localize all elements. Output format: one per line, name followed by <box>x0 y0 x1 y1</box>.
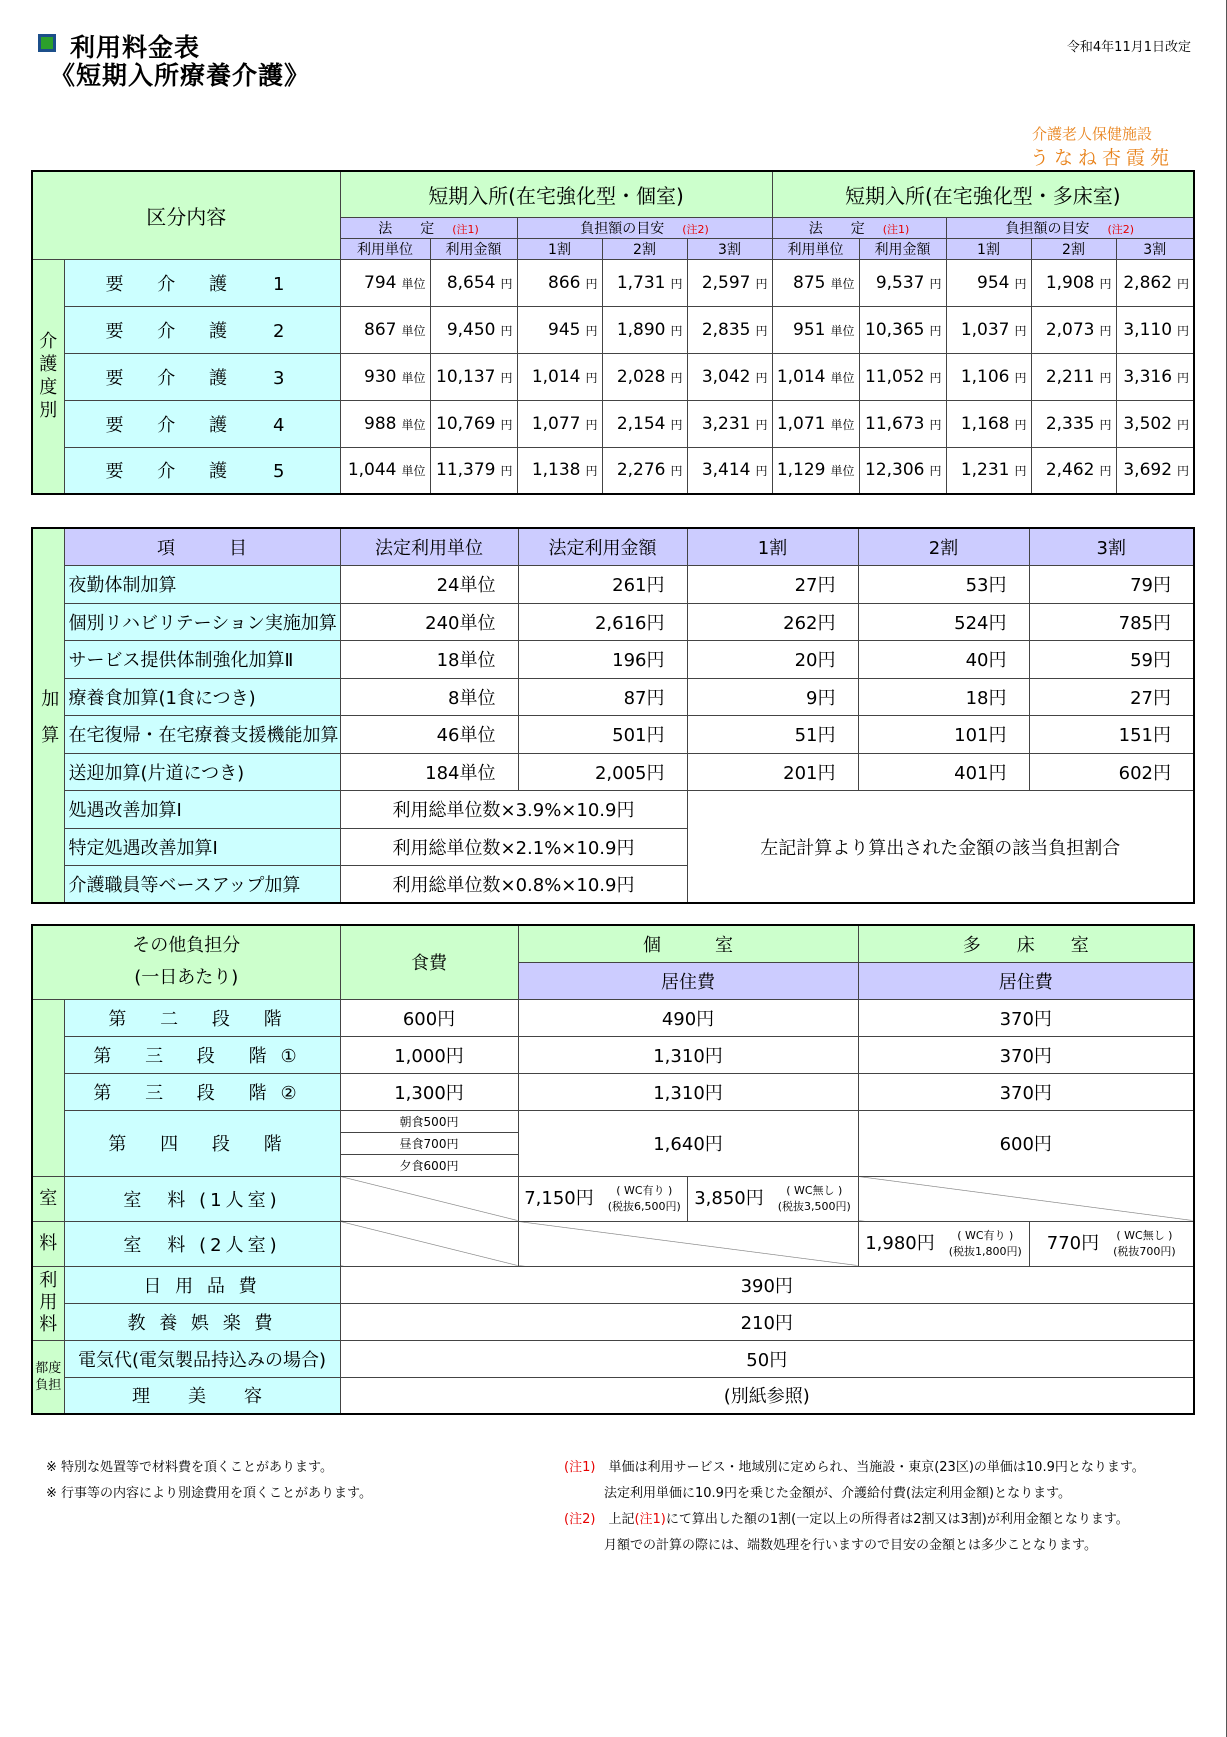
private-fee-cell: 1,044 単位 <box>340 447 430 494</box>
multi-fee-cell: 10,365 円 <box>859 306 946 353</box>
addon-value-cell: 46単位 <box>340 716 518 754</box>
addon-item-label: 療養食加算(1食につき) <box>64 678 340 716</box>
col-header: 1割 <box>946 238 1031 259</box>
multi-residence-cost: 600円 <box>858 1110 1194 1176</box>
private-fee-cell: 2,028 円 <box>602 353 687 400</box>
care-level-row <box>32 353 1194 400</box>
addon-value-cell: 27円 <box>687 566 858 604</box>
addon-value-cell: 24単位 <box>340 566 518 604</box>
addon-value-cell: 8単位 <box>340 678 518 716</box>
multi-room-header: 多 床 室 <box>858 925 1194 962</box>
culture-cost: 210円 <box>340 1303 1194 1340</box>
col-header: 利用単位 <box>340 238 430 259</box>
private-residence-cost: 1,310円 <box>518 1036 858 1073</box>
private-fee-cell: 2,276 円 <box>602 447 687 494</box>
formula-note: 左記計算より算出された金額の該当負担割合 <box>687 791 1194 904</box>
room-single-wc: 7,150円 ( WC有り ) (税抜6,500円) <box>518 1176 687 1221</box>
private-fee-cell: 988 単位 <box>340 400 430 447</box>
addon-value-cell: 184単位 <box>340 753 518 791</box>
multi-fee-cell: 11,673 円 <box>859 400 946 447</box>
addon-side-label: 加 算 <box>32 528 64 903</box>
barber-label: 理 美 容 <box>64 1377 340 1414</box>
addon-item-label: 介護職員等ベースアップ加算 <box>64 866 340 904</box>
food-header: 食費 <box>340 925 518 999</box>
private-room-header: 個 室 <box>518 925 858 962</box>
page-subtitle: 《短期入所療養介護》 <box>50 61 311 90</box>
care-level-side-label: 介護度別 <box>32 259 64 494</box>
private-fee-cell: 2,597 円 <box>687 259 772 306</box>
addon-value-cell: 240単位 <box>340 603 518 641</box>
private-fee-cell: 8,654 円 <box>430 259 517 306</box>
private-fee-cell: 1,014 円 <box>517 353 602 400</box>
addon-value-cell: 602円 <box>1029 753 1194 791</box>
addon-value-cell: 151円 <box>1029 716 1194 754</box>
stage-side-strip <box>32 999 64 1176</box>
multi-fee-cell: 1,168 円 <box>946 400 1031 447</box>
addon-value-cell: 501円 <box>518 716 687 754</box>
addon-col-header: 3割 <box>1029 528 1194 566</box>
multi-fee-cell: 2,211 円 <box>1031 353 1116 400</box>
note2-text-2: 月額での計算の際には、端数処理を行いますので目安の金額とは多少ことなります。 <box>604 1538 1097 1553</box>
daily-goods-cost: 390円 <box>340 1266 1194 1303</box>
facility-type: 介護老人保健施設 <box>1032 125 1153 143</box>
multi-fee-cell: 3,316 円 <box>1116 353 1194 400</box>
private-fee-cell: 10,769 円 <box>430 400 517 447</box>
addon-value-cell: 27円 <box>1029 678 1194 716</box>
revision-date: 令和4年11月1日改定 <box>1066 40 1191 55</box>
care-level-label: 要 介 護 2 <box>64 306 340 353</box>
group-private-header: 短期入所(在宅強化型・個室) <box>340 171 772 217</box>
col-header: 3割 <box>687 238 772 259</box>
addon-value-cell: 261円 <box>518 566 687 604</box>
culture-label: 教 養 娯 楽 費 <box>64 1303 340 1340</box>
addon-formula-row <box>32 791 1194 829</box>
addon-formula: 利用総単位数×2.1%×10.9円 <box>340 828 687 866</box>
room-single-label: 室 料 (1人室) <box>64 1176 340 1221</box>
multi-fee-cell: 1,071 単位 <box>772 400 859 447</box>
col-header: 3割 <box>1116 238 1194 259</box>
square-bullet-icon <box>38 34 56 52</box>
addon-col-header: 1割 <box>687 528 858 566</box>
private-fee-cell: 1,890 円 <box>602 306 687 353</box>
addon-item-label: 特定処遇改善加算Ⅰ <box>64 828 340 866</box>
private-fee-cell: 2,154 円 <box>602 400 687 447</box>
private-fee-cell: 1,731 円 <box>602 259 687 306</box>
diagonal-blank <box>340 1176 518 1221</box>
legal-header: 法 定 (注1) <box>772 217 946 238</box>
private-fee-cell: 9,450 円 <box>430 306 517 353</box>
multi-fee-cell: 951 単位 <box>772 306 859 353</box>
multi-fee-cell: 1,106 円 <box>946 353 1031 400</box>
diagonal-blank <box>518 1221 858 1266</box>
care-level-label: 要 介 護 3 <box>64 353 340 400</box>
each-side-label: 都度負担 <box>32 1340 64 1414</box>
multi-fee-cell: 9,537 円 <box>859 259 946 306</box>
addon-formula: 利用総単位数×0.8%×10.9円 <box>340 866 687 904</box>
addon-value-cell: 2,616円 <box>518 603 687 641</box>
usage-side-label: 利用料 <box>32 1266 64 1340</box>
care-level-row <box>32 306 1194 353</box>
addon-table <box>31 527 1195 904</box>
addon-value-cell: 401円 <box>858 753 1029 791</box>
private-fee-cell: 11,379 円 <box>430 447 517 494</box>
addon-formula: 利用総単位数×3.9%×10.9円 <box>340 791 687 829</box>
private-fee-cell: 1,138 円 <box>517 447 602 494</box>
multi-fee-cell: 3,502 円 <box>1116 400 1194 447</box>
room-double-wc: 1,980円 ( WC有り ) (税抜1,800円) <box>858 1221 1029 1266</box>
private-fee-cell: 930 単位 <box>340 353 430 400</box>
diagonal-blank <box>340 1221 518 1266</box>
meal-lunch: 昼食700円 <box>340 1132 518 1154</box>
room-double-nowc: 770円 ( WC無し ) (税抜700円) <box>1029 1221 1194 1266</box>
footnotes-right <box>564 1455 1145 1559</box>
addon-item-label: 送迎加算(片道につき) <box>64 753 340 791</box>
private-fee-cell: 867 単位 <box>340 306 430 353</box>
stage-label: 第 三 段 階② <box>64 1073 340 1110</box>
addon-value-cell: 20円 <box>687 641 858 679</box>
legal-header: 法 定 (注1) <box>340 217 517 238</box>
addon-value-cell: 87円 <box>518 678 687 716</box>
addon-value-cell: 40円 <box>858 641 1029 679</box>
addon-value-cell: 785円 <box>1029 603 1194 641</box>
multi-residence-cost: 370円 <box>858 1073 1194 1110</box>
multi-residence-cost: 370円 <box>858 1036 1194 1073</box>
multi-fee-cell: 1,231 円 <box>946 447 1031 494</box>
addon-row <box>32 678 1194 716</box>
footnote: ※ 行事等の内容により別途費用を頂くことがあります。 <box>46 1486 372 1501</box>
room-double-label: 室 料 (2人室) <box>64 1221 340 1266</box>
addon-item-label: 夜勤体制加算 <box>64 566 340 604</box>
private-residence-cost: 490円 <box>518 999 858 1036</box>
addon-value-cell: 9円 <box>687 678 858 716</box>
private-fee-cell: 794 単位 <box>340 259 430 306</box>
stage-label: 第 二 段 階 <box>64 999 340 1036</box>
multi-fee-cell: 2,335 円 <box>1031 400 1116 447</box>
page-title: 利用料金表 <box>70 33 201 62</box>
care-level-label: 要 介 護 4 <box>64 400 340 447</box>
col-header: 2割 <box>602 238 687 259</box>
residence-header: 居住費 <box>518 962 858 999</box>
addon-row <box>32 641 1194 679</box>
group-multi-header: 短期入所(在宅強化型・多床室) <box>772 171 1194 217</box>
addon-value-cell: 101円 <box>858 716 1029 754</box>
room-side-label: 料 <box>32 1221 64 1266</box>
diagonal-blank <box>858 1176 1194 1221</box>
facility-name: うなね杏霞苑 <box>1030 147 1175 169</box>
care-level-row <box>32 447 1194 494</box>
addon-item-label: 処遇改善加算Ⅰ <box>64 791 340 829</box>
footnotes-left <box>46 1455 372 1507</box>
electric-label: 電気代(電気製品持込みの場合) <box>64 1340 340 1377</box>
multi-fee-cell: 2,462 円 <box>1031 447 1116 494</box>
footnote: ※ 特別な処置等で材料費を頂くことがあります。 <box>46 1460 333 1475</box>
addon-item-label: サービス提供体制強化加算Ⅱ <box>64 641 340 679</box>
addon-col-header: 法定利用金額 <box>518 528 687 566</box>
col-header: 利用金額 <box>430 238 517 259</box>
multi-fee-cell: 954 円 <box>946 259 1031 306</box>
stage-label: 第 四 段 階 <box>64 1110 340 1176</box>
note1-text: (注1) 単価は利用サービス・地域別に定められ、当施設・東京(23区)の単価は10.9円となります。 <box>564 1460 1145 1475</box>
addon-col-header: 項 目 <box>64 528 340 566</box>
addon-value-cell: 18円 <box>858 678 1029 716</box>
addon-value-cell: 262円 <box>687 603 858 641</box>
multi-fee-cell: 12,306 円 <box>859 447 946 494</box>
care-level-label: 要 介 護 5 <box>64 447 340 494</box>
electric-cost: 50円 <box>340 1340 1194 1377</box>
care-level-table <box>31 170 1195 495</box>
burden-header: 負担額の目安 (注2) <box>517 217 772 238</box>
addon-row <box>32 716 1194 754</box>
multi-fee-cell: 11,052 円 <box>859 353 946 400</box>
room-single-nowc: 3,850円 ( WC無し ) (税抜3,500円) <box>687 1176 858 1221</box>
multi-fee-cell: 2,073 円 <box>1031 306 1116 353</box>
meal-breakfast: 朝食500円 <box>340 1110 518 1132</box>
burden-header: 負担額の目安 (注2) <box>946 217 1194 238</box>
private-fee-cell: 3,414 円 <box>687 447 772 494</box>
addon-value-cell: 51円 <box>687 716 858 754</box>
daily-goods-label: 日 用 品 費 <box>64 1266 340 1303</box>
private-fee-cell: 10,137 円 <box>430 353 517 400</box>
note1-text-2: 法定利用単価に10.9円を乗じた金額が、介護給付費(法定利用金額)となります。 <box>604 1486 1072 1501</box>
note2-text: (注2) 上記(注1)にて算出した額の1割(一定以上の所得者は2割又は3割)が利用金額となります。 <box>564 1512 1129 1527</box>
other-charges-table <box>31 924 1195 1415</box>
col-header: 利用金額 <box>859 238 946 259</box>
private-residence-cost: 1,640円 <box>518 1110 858 1176</box>
note2-mark: (注2) <box>1107 222 1135 236</box>
barber-cost: (別紙参照) <box>340 1377 1194 1414</box>
multi-fee-cell: 1,037 円 <box>946 306 1031 353</box>
private-fee-cell: 1,077 円 <box>517 400 602 447</box>
addon-col-header: 2割 <box>858 528 1029 566</box>
care-level-row <box>32 400 1194 447</box>
col-header: 2割 <box>1031 238 1116 259</box>
addon-value-cell: 79円 <box>1029 566 1194 604</box>
private-fee-cell: 866 円 <box>517 259 602 306</box>
private-fee-cell: 3,231 円 <box>687 400 772 447</box>
addon-value-cell: 18単位 <box>340 641 518 679</box>
multi-fee-cell: 3,110 円 <box>1116 306 1194 353</box>
multi-fee-cell: 2,862 円 <box>1116 259 1194 306</box>
food-cost: 1,000円 <box>340 1036 518 1073</box>
private-fee-cell: 2,835 円 <box>687 306 772 353</box>
care-level-label: 要 介 護 1 <box>64 259 340 306</box>
note1-mark: (注1) <box>452 222 479 236</box>
multi-fee-cell: 1,129 単位 <box>772 447 859 494</box>
addon-value-cell: 59円 <box>1029 641 1194 679</box>
addon-item-label: 在宅復帰・在宅療養支援機能加算 <box>64 716 340 754</box>
multi-fee-cell: 1,014 単位 <box>772 353 859 400</box>
stage-label: 第 三 段 階① <box>64 1036 340 1073</box>
private-fee-cell: 945 円 <box>517 306 602 353</box>
multi-residence-cost: 370円 <box>858 999 1194 1036</box>
room-side-label: 室 <box>32 1176 64 1221</box>
category-header: 区分内容 <box>32 171 340 259</box>
addon-row <box>32 566 1194 604</box>
addon-col-header: 法定利用単位 <box>340 528 518 566</box>
addon-value-cell: 2,005円 <box>518 753 687 791</box>
col-header: 1割 <box>517 238 602 259</box>
addon-row <box>32 753 1194 791</box>
note1-mark: (注1) <box>882 222 910 236</box>
multi-fee-cell: 3,692 円 <box>1116 447 1194 494</box>
addon-value-cell: 524円 <box>858 603 1029 641</box>
addon-value-cell: 53円 <box>858 566 1029 604</box>
multi-fee-cell: 1,908 円 <box>1031 259 1116 306</box>
multi-fee-cell: 875 単位 <box>772 259 859 306</box>
meal-dinner: 夕食600円 <box>340 1154 518 1176</box>
addon-item-label: 個別リハビリテーション実施加算 <box>64 603 340 641</box>
other-charges-header: その他負担分 (一日あたり) <box>32 925 340 999</box>
private-fee-cell: 3,042 円 <box>687 353 772 400</box>
addon-value-cell: 201円 <box>687 753 858 791</box>
residence-header: 居住費 <box>858 962 1194 999</box>
addon-value-cell: 196円 <box>518 641 687 679</box>
addon-row <box>32 603 1194 641</box>
note2-mark: (注2) <box>682 222 709 236</box>
col-header: 利用単位 <box>772 238 859 259</box>
care-level-row <box>32 259 1194 306</box>
food-cost: 1,300円 <box>340 1073 518 1110</box>
food-cost: 600円 <box>340 999 518 1036</box>
private-residence-cost: 1,310円 <box>518 1073 858 1110</box>
